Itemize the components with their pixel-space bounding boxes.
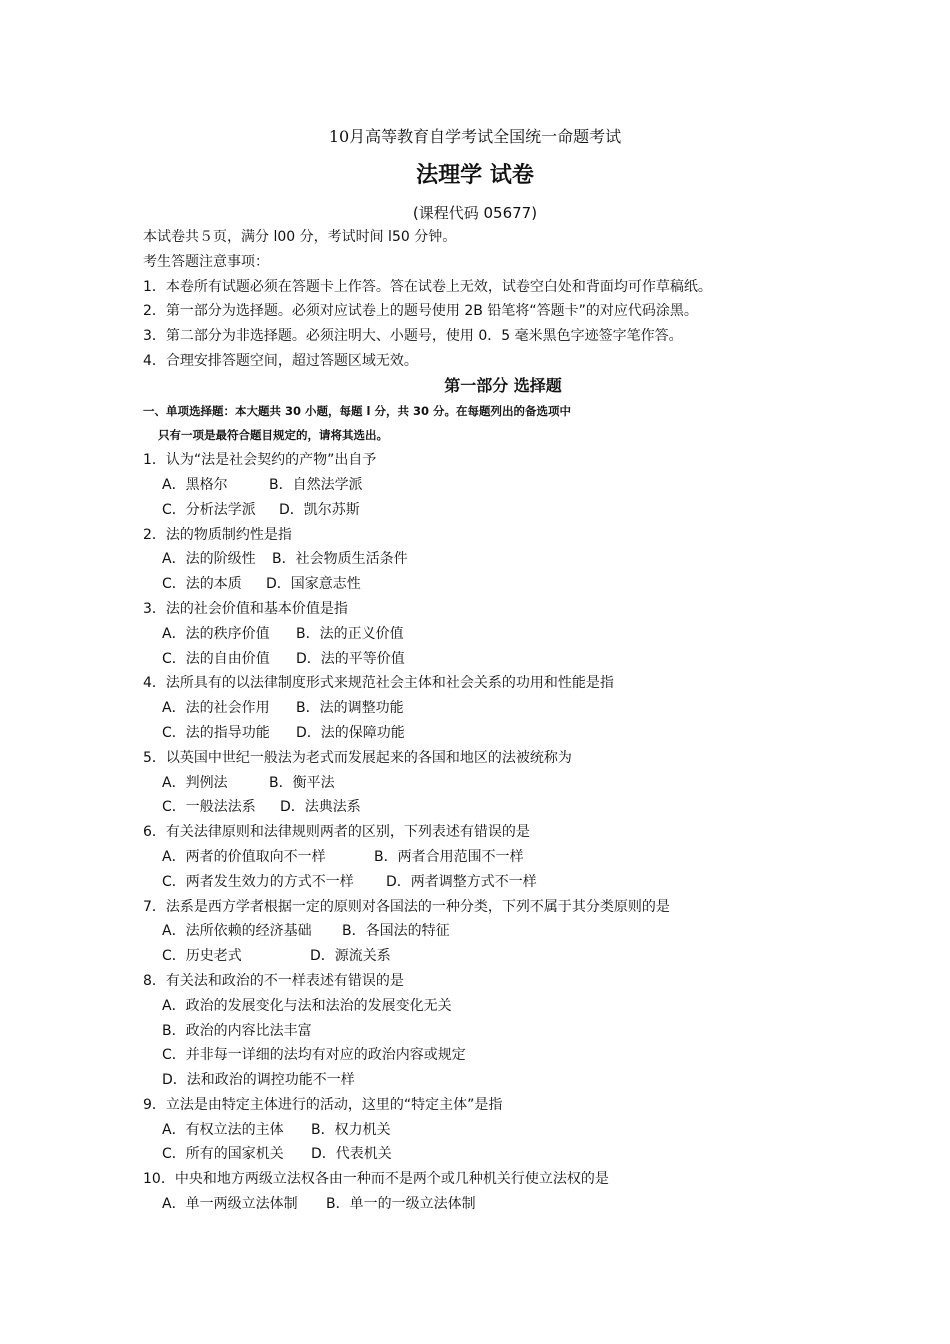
option-label: C．法的指导功能 — [162, 724, 270, 741]
question-4-options-row-2 — [143, 721, 863, 746]
option-label: B．单一的一级立法体制 — [326, 1196, 476, 1213]
question-1-options-row-2 — [143, 498, 863, 523]
group-instruction-line-1: 一、单项选择题：本大题共 30 小题，每题 l 分，共 30 分。在每题列出的备选项中 — [143, 403, 571, 418]
option-label: A．法的秩序价值 — [162, 625, 270, 642]
option-label: D．法的平等价值 — [296, 650, 405, 667]
question-5-stem: 5．以英国中世纪一般法为老式而发展起来的各国和地区的法被统称为 — [143, 749, 572, 766]
option-label: B．两者合用范围不一样 — [374, 848, 524, 865]
notice-rule-3: 3．第二部分为非选择题。必须注明大、小题号，使用 0．5 毫米黑色字迹签字笔作答。 — [143, 328, 683, 345]
option-label: C．法的本质 — [162, 576, 242, 593]
exam-title: 法理学 试卷 — [416, 163, 534, 188]
question-9-options-row-1 — [143, 1118, 863, 1143]
question-5-options-row-2 — [143, 795, 863, 820]
question-1-options-row-1 — [143, 473, 863, 498]
section-title: 第一部分 选择题 — [444, 375, 562, 395]
option-label: A．两者的价值取向不一样 — [162, 848, 326, 865]
question-4-options-row-1 — [143, 696, 863, 721]
group-instruction-line-2: 只有一项是最符合题目规定的，请将其选出。 — [158, 428, 388, 443]
question-7-options-row-1 — [143, 919, 863, 944]
question-1-stem: 1．认为“法是社会契约的产物”出自予 — [143, 452, 377, 469]
option-label: A．黑格尔 — [162, 476, 228, 493]
question-7-options-row-2 — [143, 944, 863, 969]
option-label: B．自然法学派 — [269, 476, 363, 493]
option-label: C．两者发生效力的方式不一样 — [162, 873, 354, 890]
option-label: A．单一两级立法体制 — [162, 1196, 298, 1213]
notice-rule-2: 2．第一部分为选择题。必须对应试卷上的题号使用 2B 铅笔将“答题卡”的对应代码涂黑。 — [143, 303, 698, 320]
notice-heading: 考生答题注意事项： — [143, 253, 269, 270]
option-label: D．国家意志性 — [266, 576, 361, 593]
question-6-stem: 6．有关法律原则和法律规则两者的区别，下列表述有错误的是 — [143, 824, 530, 841]
option-label: A．法的阶级性 — [162, 551, 256, 568]
question-8-option-d: D．法和政治的调控功能不一样 — [162, 1072, 355, 1089]
option-label: B．法的调整功能 — [296, 700, 404, 717]
question-4-stem: 4．法所具有的以法律制度形式来规范社会主体和社会关系的功用和性能是指 — [143, 675, 614, 692]
option-label: D．源流关系 — [310, 948, 391, 965]
question-2-options-row-1 — [143, 547, 863, 572]
option-label: C．一般法法系 — [162, 799, 256, 816]
option-label: D．法的保障功能 — [296, 724, 405, 741]
exam-summary: 本试卷共５页，满分 l00 分，考试时间 l50 分钟。 — [143, 229, 457, 245]
question-10-options-row-1 — [143, 1192, 863, 1217]
option-label: A．法所依赖的经济基础 — [162, 923, 312, 940]
question-2-stem: 2．法的物质制约性是指 — [143, 526, 292, 543]
question-8-option-a: A．政治的发展变化与法和法治的发展变化无关 — [162, 997, 452, 1014]
exam-content — [143, 225, 863, 1217]
notice-rule-1: 1．本卷所有试题必须在答题卡上作答。答在试卷上无效，试卷空白处和背面均可作草稿纸。 — [143, 278, 712, 295]
option-label: B．各国法的特征 — [342, 923, 450, 940]
option-label: C．历史老式 — [162, 948, 242, 965]
course-code: (课程代码 05677) — [412, 204, 538, 222]
option-label: B．社会物质生活条件 — [272, 551, 408, 568]
question-3-options-row-1 — [143, 622, 863, 647]
option-label: C．法的自由价值 — [162, 650, 270, 667]
question-8-stem: 8．有关法和政治的不一样表述有错误的是 — [143, 972, 404, 989]
option-label: A．有权立法的主体 — [162, 1121, 284, 1138]
question-8-option-c: C．并非每一详细的法均有对应的政治内容或规定 — [162, 1047, 466, 1064]
question-9-stem: 9．立法是由特定主体进行的活动，这里的“特定主体”是指 — [143, 1096, 503, 1113]
question-9-options-row-2 — [143, 1142, 863, 1167]
option-label: D．代表机关 — [311, 1146, 392, 1163]
question-6-options-row-1 — [143, 845, 863, 870]
question-3-stem: 3．法的社会价值和基本价值是指 — [143, 600, 348, 617]
option-label: C．所有的国家机关 — [162, 1146, 284, 1163]
option-label: B．衡平法 — [269, 774, 335, 791]
option-label: D．凯尔苏斯 — [279, 501, 360, 518]
option-label: A．判例法 — [162, 774, 228, 791]
question-8-option-b: B．政治的内容比法丰富 — [162, 1022, 312, 1039]
question-5-options-row-1 — [143, 771, 863, 796]
question-2-options-row-2 — [143, 572, 863, 597]
option-label: D．两者调整方式不一样 — [386, 873, 537, 890]
question-6-options-row-2 — [143, 870, 863, 895]
option-label: D．法典法系 — [280, 799, 361, 816]
question-10-stem: 10．中央和地方两级立法权各由一种而不是两个或几种机关行使立法权的是 — [143, 1171, 609, 1188]
exam-subtitle: 10月高等教育自学考试全国统一命题考试 — [328, 127, 622, 146]
option-label: B．权力机关 — [311, 1121, 391, 1138]
question-3-options-row-2 — [143, 647, 863, 672]
option-label: B．法的正义价值 — [296, 625, 404, 642]
option-label: C．分析法学派 — [162, 501, 256, 518]
question-7-stem: 7．法系是西方学者根据一定的原则对各国法的一种分类，下列不属于其分类原则的是 — [143, 898, 670, 915]
notice-rule-4: 4．合理安排答题空间，超过答题区域无效。 — [143, 352, 418, 369]
option-label: A．法的社会作用 — [162, 700, 270, 717]
